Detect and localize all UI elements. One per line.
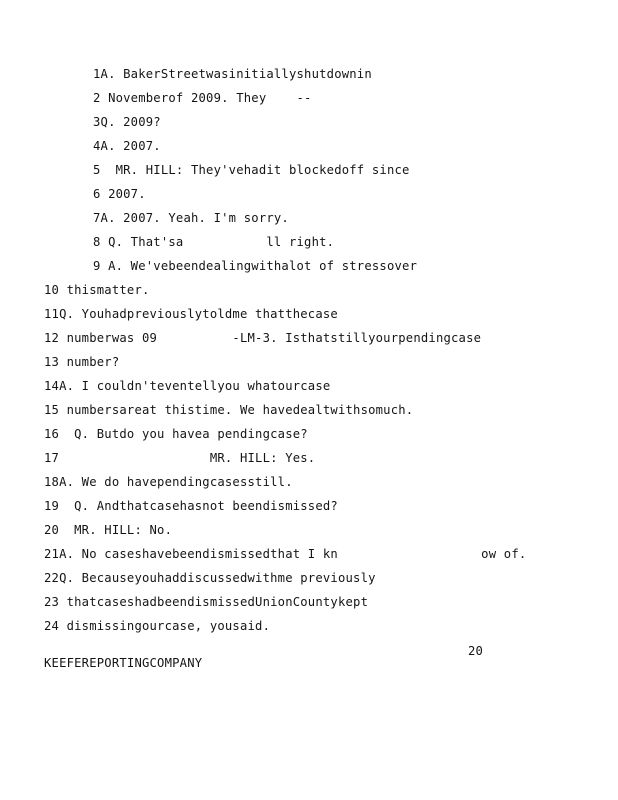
transcript-line: 13 number? [44,355,120,369]
transcript-line: 1A. BakerStreetwasinitiallyshutdownin [93,67,372,81]
transcript-line: 6 2007. [93,187,146,201]
transcript-line: 7A. 2007. Yeah. I'm sorry. [93,211,289,225]
transcript-line: 10 thismatter. [44,283,150,297]
transcript-line: 24 dismissingourcase, yousaid. [44,619,271,633]
transcript-line: 11Q. Youhadpreviouslytoldme thatthecase [44,307,338,321]
transcript-line: 9 A. We'vebeendealingwithalot of stressover [93,259,418,273]
transcript-line: 12 numberwas 09 -LM-3. Isthatstillyourpendingcase [44,331,482,345]
transcript-line: 20 MR. HILL: No. [44,523,173,537]
transcript-line: 8 Q. That'sa ll right. [93,235,335,249]
transcript-line: 22Q. Becauseyouhaddiscussedwithme previously [44,571,376,585]
transcript-line: 17 MR. HILL: Yes. [44,451,316,465]
transcript-line: 23 thatcaseshadbeendismissedUnionCountykept [44,595,369,609]
transcript-line: 15 numbersareat thistime. We havedealtwithsomuch. [44,403,414,417]
transcript-line: 16 Q. Butdo you havea pendingcase? [44,427,308,441]
page-number: 20 [468,644,484,658]
transcript-line: 3Q. 2009? [93,115,161,129]
transcript-line: 4A. 2007. [93,139,161,153]
transcript-line: 14A. I couldn'teventellyou whatourcase [44,379,331,393]
transcript-line: 21A. No caseshavebeendismissedthat I kn ow of. [44,547,527,561]
transcript-line: 2 Novemberof 2009. They -- [93,91,312,105]
transcript-line: 18A. We do havependingcasesstill. [44,475,293,489]
transcript-line: 5 MR. HILL: They'vehadit blockedoff since [93,163,410,177]
reporter-name: KEEFEREPORTINGCOMPANY [44,656,203,670]
transcript-line: 19 Q. Andthatcasehasnot beendismissed? [44,499,338,513]
